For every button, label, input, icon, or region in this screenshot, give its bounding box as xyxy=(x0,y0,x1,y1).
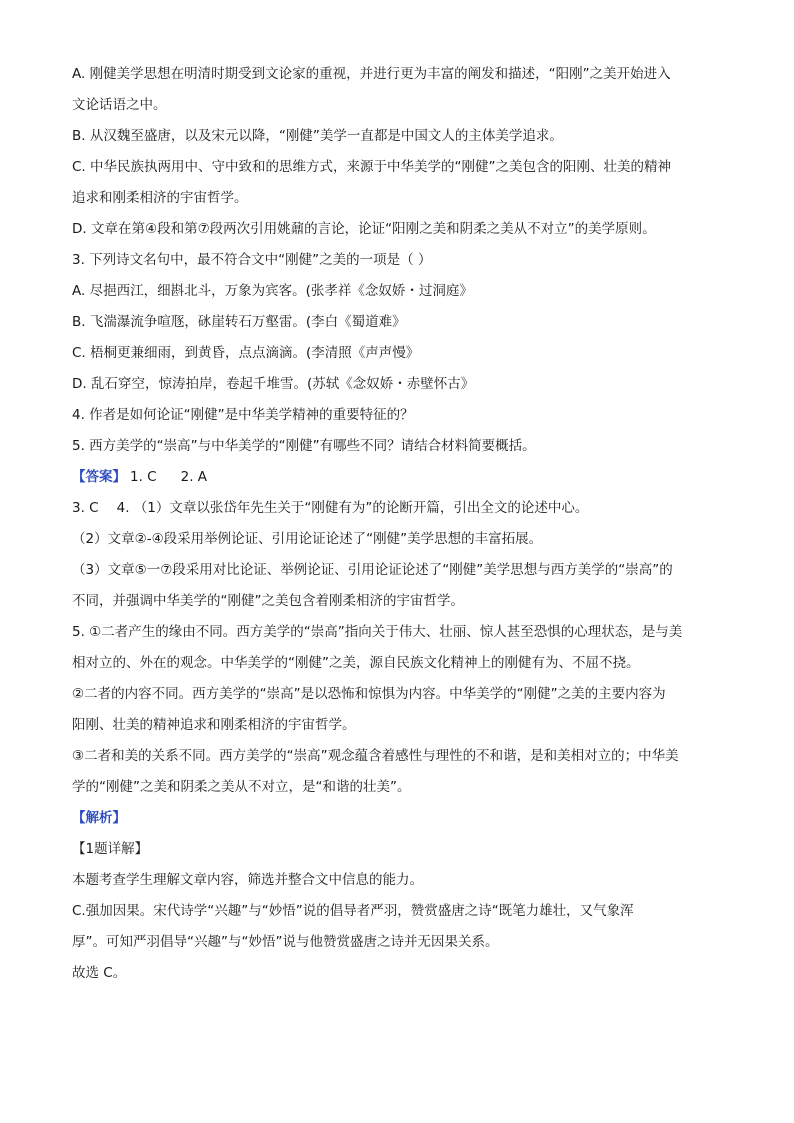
option-a-line-2: 文论话语之中。 xyxy=(72,97,167,113)
question-3-option-b: B. 飞湍瀑流争喧豗，砯崖转石万壑雷。(李白《蜀道难》 xyxy=(72,314,406,330)
answer-row-2 xyxy=(72,498,722,518)
question-5: 5. 西方美学的“崇高”与中华美学的“刚健”有哪些不同？请结合材料简要概括。 xyxy=(72,438,536,454)
answer-5-point-3-line-1: ③二者和美的关系不同。西方美学的“崇高”观念蕴含着感性与理性的不和谐，是和美相对立的；中华美 xyxy=(72,748,679,764)
answer-5-point-1-line-2: 相对立的、外在的观念。中华美学的“刚健”之美，源自民族文化精神上的刚健有为、不屈不挠。 xyxy=(72,655,640,671)
question-3: 3. 下列诗文名句中，最不符合文中“刚健”之美的一项是（ ） xyxy=(72,252,432,268)
answer-5-point-1-line-1: 5. ①二者产生的缘由不同。西方美学的“崇高”指向关于伟大、壮丽、惊人甚至恐惧的心理状态，是与美 xyxy=(72,624,683,640)
detail-1-heading: 【1题详解】 xyxy=(72,841,149,857)
answer-4-part-1: 4. （1）文章以张岱年先生关于“刚健有为”的论断开篇，引出全文的论述中心。 xyxy=(116,500,589,516)
answer-5-point-2-line-2: 阳刚、壮美的精神追求和刚柔相济的宇宙哲学。 xyxy=(72,717,356,733)
answer-1: 1. C xyxy=(130,469,157,485)
question-3-option-a: A. 尽挹西江，细斟北斗，万象为宾客。(张孝祥《念奴娇・过洞庭》 xyxy=(72,283,473,299)
answer-4-part-3-line-2: 不同，并强调中华美学的“刚健”之美包含着刚柔相济的宇宙哲学。 xyxy=(72,593,464,609)
option-a-line-1: A. 刚健美学思想在明清时期受到文论家的重视，并进行更为丰富的阐发和描述，“阳刚”之美开始进入 xyxy=(72,66,671,82)
question-3-option-d: D. 乱石穿空，惊涛拍岸，卷起千堆雪。(苏轼《念奴娇・赤壁怀古》 xyxy=(72,376,475,392)
option-d: D. 文章在第④段和第⑦段两次引用姚鼐的言论，论证“阳刚之美和阴柔之美从不对立”的美学原则。 xyxy=(72,221,656,237)
detail-1-conclusion: 故选 C。 xyxy=(72,965,127,981)
answer-row-1 xyxy=(72,467,722,487)
document-page xyxy=(72,64,722,994)
answer-4-part-2: （2）文章②-④段采用举例论证、引用论证论述了“刚健”美学思想的丰富拓展。 xyxy=(72,531,543,547)
question-4: 4. 作者是如何论证“刚健”是中华美学精神的重要特征的？ xyxy=(72,407,414,423)
detail-1-text: 本题考查学生理解文章内容，筛选并整合文中信息的能力。 xyxy=(72,872,423,888)
answer-5-point-2-line-1: ②二者的内容不同。西方美学的“崇高”是以恐怖和惊惧为内容。中华美学的“刚健”之美的主要内容为 xyxy=(72,686,666,702)
answer-5-point-3-line-2: 学的“刚健”之美和阴柔之美从不对立，是“和谐的壮美”。 xyxy=(72,779,411,795)
option-b: B. 从汉魏至盛唐，以及宋元以降，“刚健”美学一直都是中国文人的主体美学追求。 xyxy=(72,128,563,144)
option-c-line-2: 追求和刚柔相济的宇宙哲学。 xyxy=(72,190,248,206)
answer-label: 【答案】 xyxy=(72,469,126,485)
question-3-option-c: C. 梧桐更兼细雨，到黄昏，点点滴滴。(李清照《声声慢》 xyxy=(72,345,420,361)
answer-2: 2. A xyxy=(180,469,208,485)
answer-3: 3. C xyxy=(72,500,99,516)
detail-1-c-line-1: C.强加因果。宋代诗学“兴趣”与“妙悟”说的倡导者严羽，赞赏盛唐之诗“既笔力雄壮，又气象浑 xyxy=(72,903,634,919)
analysis-label: 【解析】 xyxy=(72,810,126,826)
detail-1-c-line-2: 厚”。可知严羽倡导“兴趣”与“妙悟”说与他赞赏盛唐之诗并无因果关系。 xyxy=(72,934,499,950)
option-c-line-1: C. 中华民族执两用中、守中致和的思维方式，来源于中华美学的“刚健”之美包含的阳刚、壮美的精神 xyxy=(72,159,671,175)
answer-4-part-3-line-1: （3）文章⑤一⑦段采用对比论证、举例论证、引用论证论述了“刚健”美学思想与西方美学的“崇高”的 xyxy=(72,562,673,578)
